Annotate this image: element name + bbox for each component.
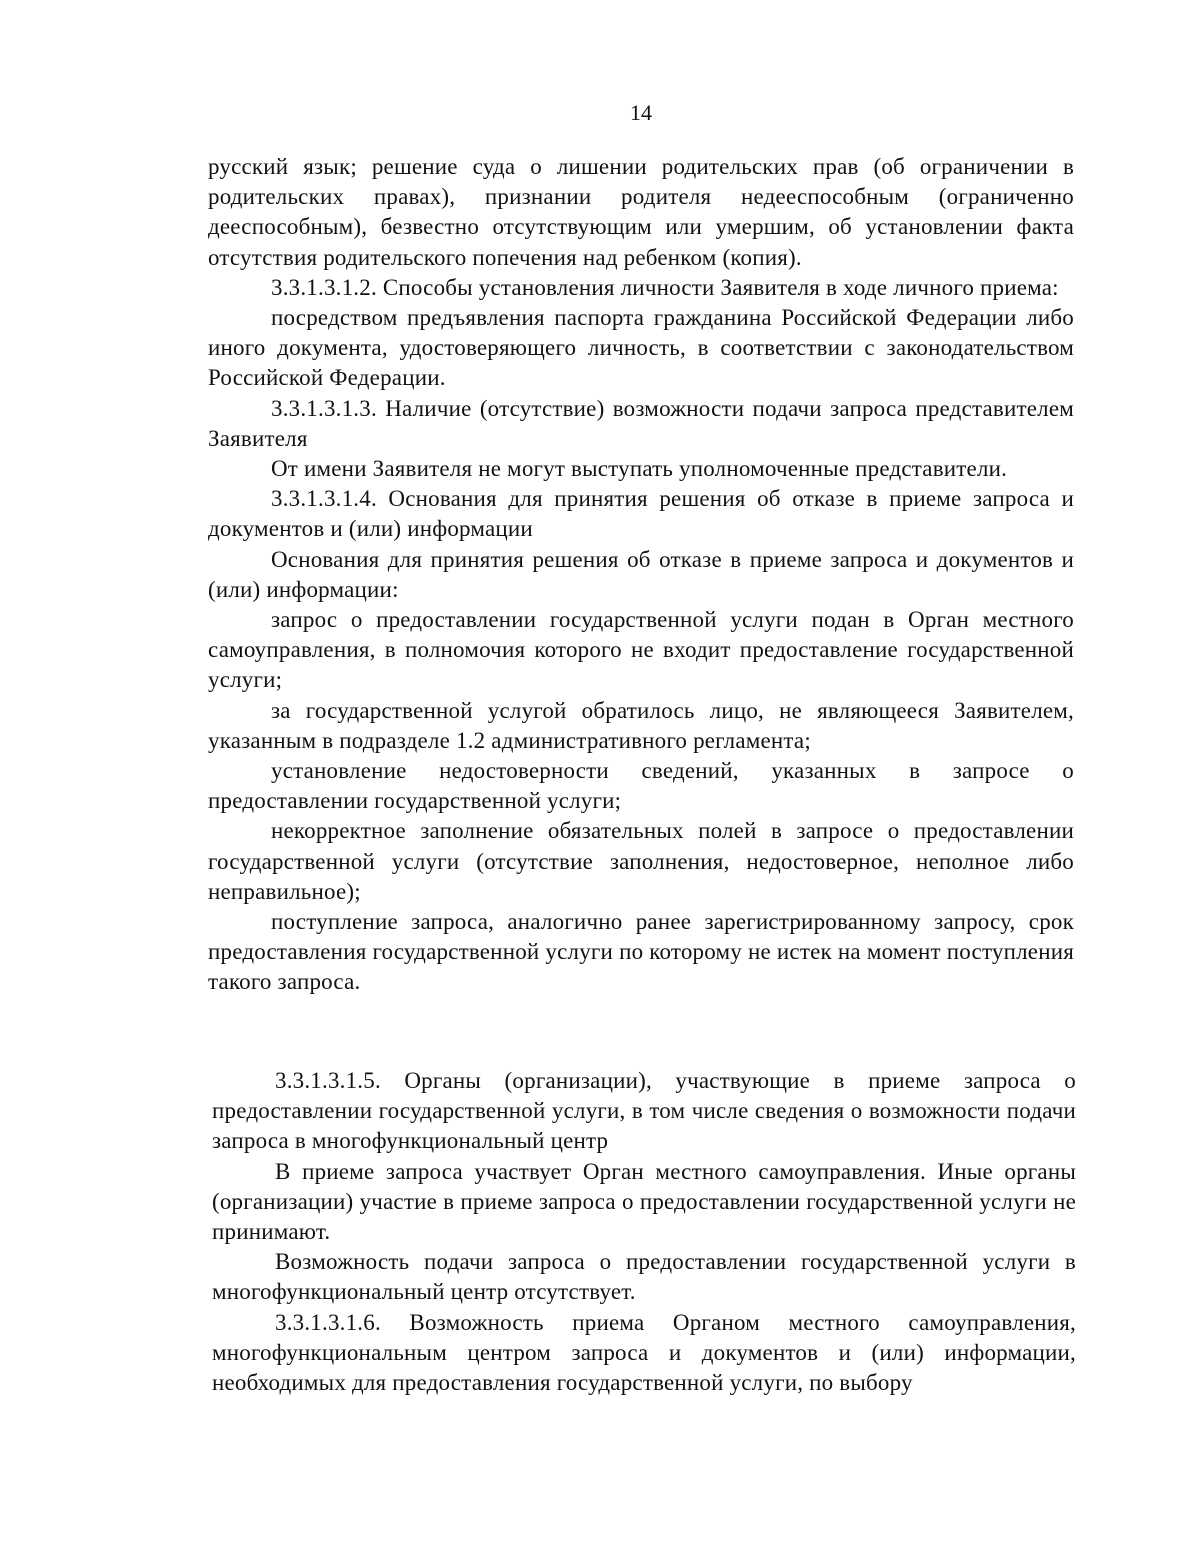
paragraph: 3.3.1.3.1.5. Органы (организации), участвующие в приеме запроса о предоставлении государственной услуги, в том числе сведения о возможности подачи запроса в многофункциональный центр [212,1068,1076,1154]
page-number: 14 [630,100,652,125]
paragraph: 3.3.1.3.1.3. Наличие (отсутствие) возможности подачи запроса представителем Заявителя [208,395,1074,451]
paragraph: русский язык; решение суда о лишении родительских прав (об ограничении в родительских правах), признании родителя недееспособным (ограниченно дееспособным), безвестно отсутствующим или умершим, об установлении факта отсутствия родительского попечения над ребенком (копия). [208,154,1074,270]
paragraph: Возможность подачи запроса о предоставлении государственной услуги в многофункциональный центр отсутствует. [212,1249,1076,1305]
paragraph: В приеме запроса участвует Орган местного самоуправления. Иные органы (организации) участие в приеме запроса о предоставлении государственной услуги не принимают. [212,1158,1076,1245]
paragraph: посредством предъявления паспорта гражданина Российской Федерации либо иного документа, удостоверяющего личность, в соответствии с законодательством Российской Федерации. [208,305,1074,391]
paragraph: установление недостоверности сведений, указанных в запросе о предоставлении государственной услуги; [208,758,1074,814]
paragraph: От имени Заявителя не могут выступать уполномоченные представители. [271,456,1008,482]
paragraph: 3.3.1.3.1.2. Способы установления личности Заявителя в ходе личного приема: [271,274,1059,300]
body-text-upper [208,152,1074,998]
paragraph: некорректное заполнение обязательных полей в запросе о предоставлении государственной услуги (отсутствие заполнения, недостоверное, неполное либо неправильное); [208,818,1074,904]
paragraph: 3.3.1.3.1.6. Возможность приема Органом местного самоуправления, многофункциональным центром запроса и документов и (или) информации, необходимых для предоставления государственной услуги, по выбору [212,1309,1076,1396]
paragraph: Основания для принятия решения об отказе в приеме запроса и документов и (или) информации: [208,546,1074,602]
paragraph: за государственной услугой обратилось лицо, не являющееся Заявителем, указанным в подразделе 1.2 административного регламента; [208,697,1074,753]
paragraph: поступление запроса, аналогично ранее зарегистрированному запросу, срок предоставления государственной услуги по которому не истек на момент поступления такого запроса. [208,909,1074,995]
body-text-lower [212,1066,1076,1398]
paragraph: запрос о предоставлении государственной услуги подан в Орган местного самоуправления, в полномочия которого не входит предоставление государственной услуги; [208,607,1074,693]
paragraph: 3.3.1.3.1.4. Основания для принятия решения об отказе в приеме запроса и документов и (или) информации [208,486,1074,542]
